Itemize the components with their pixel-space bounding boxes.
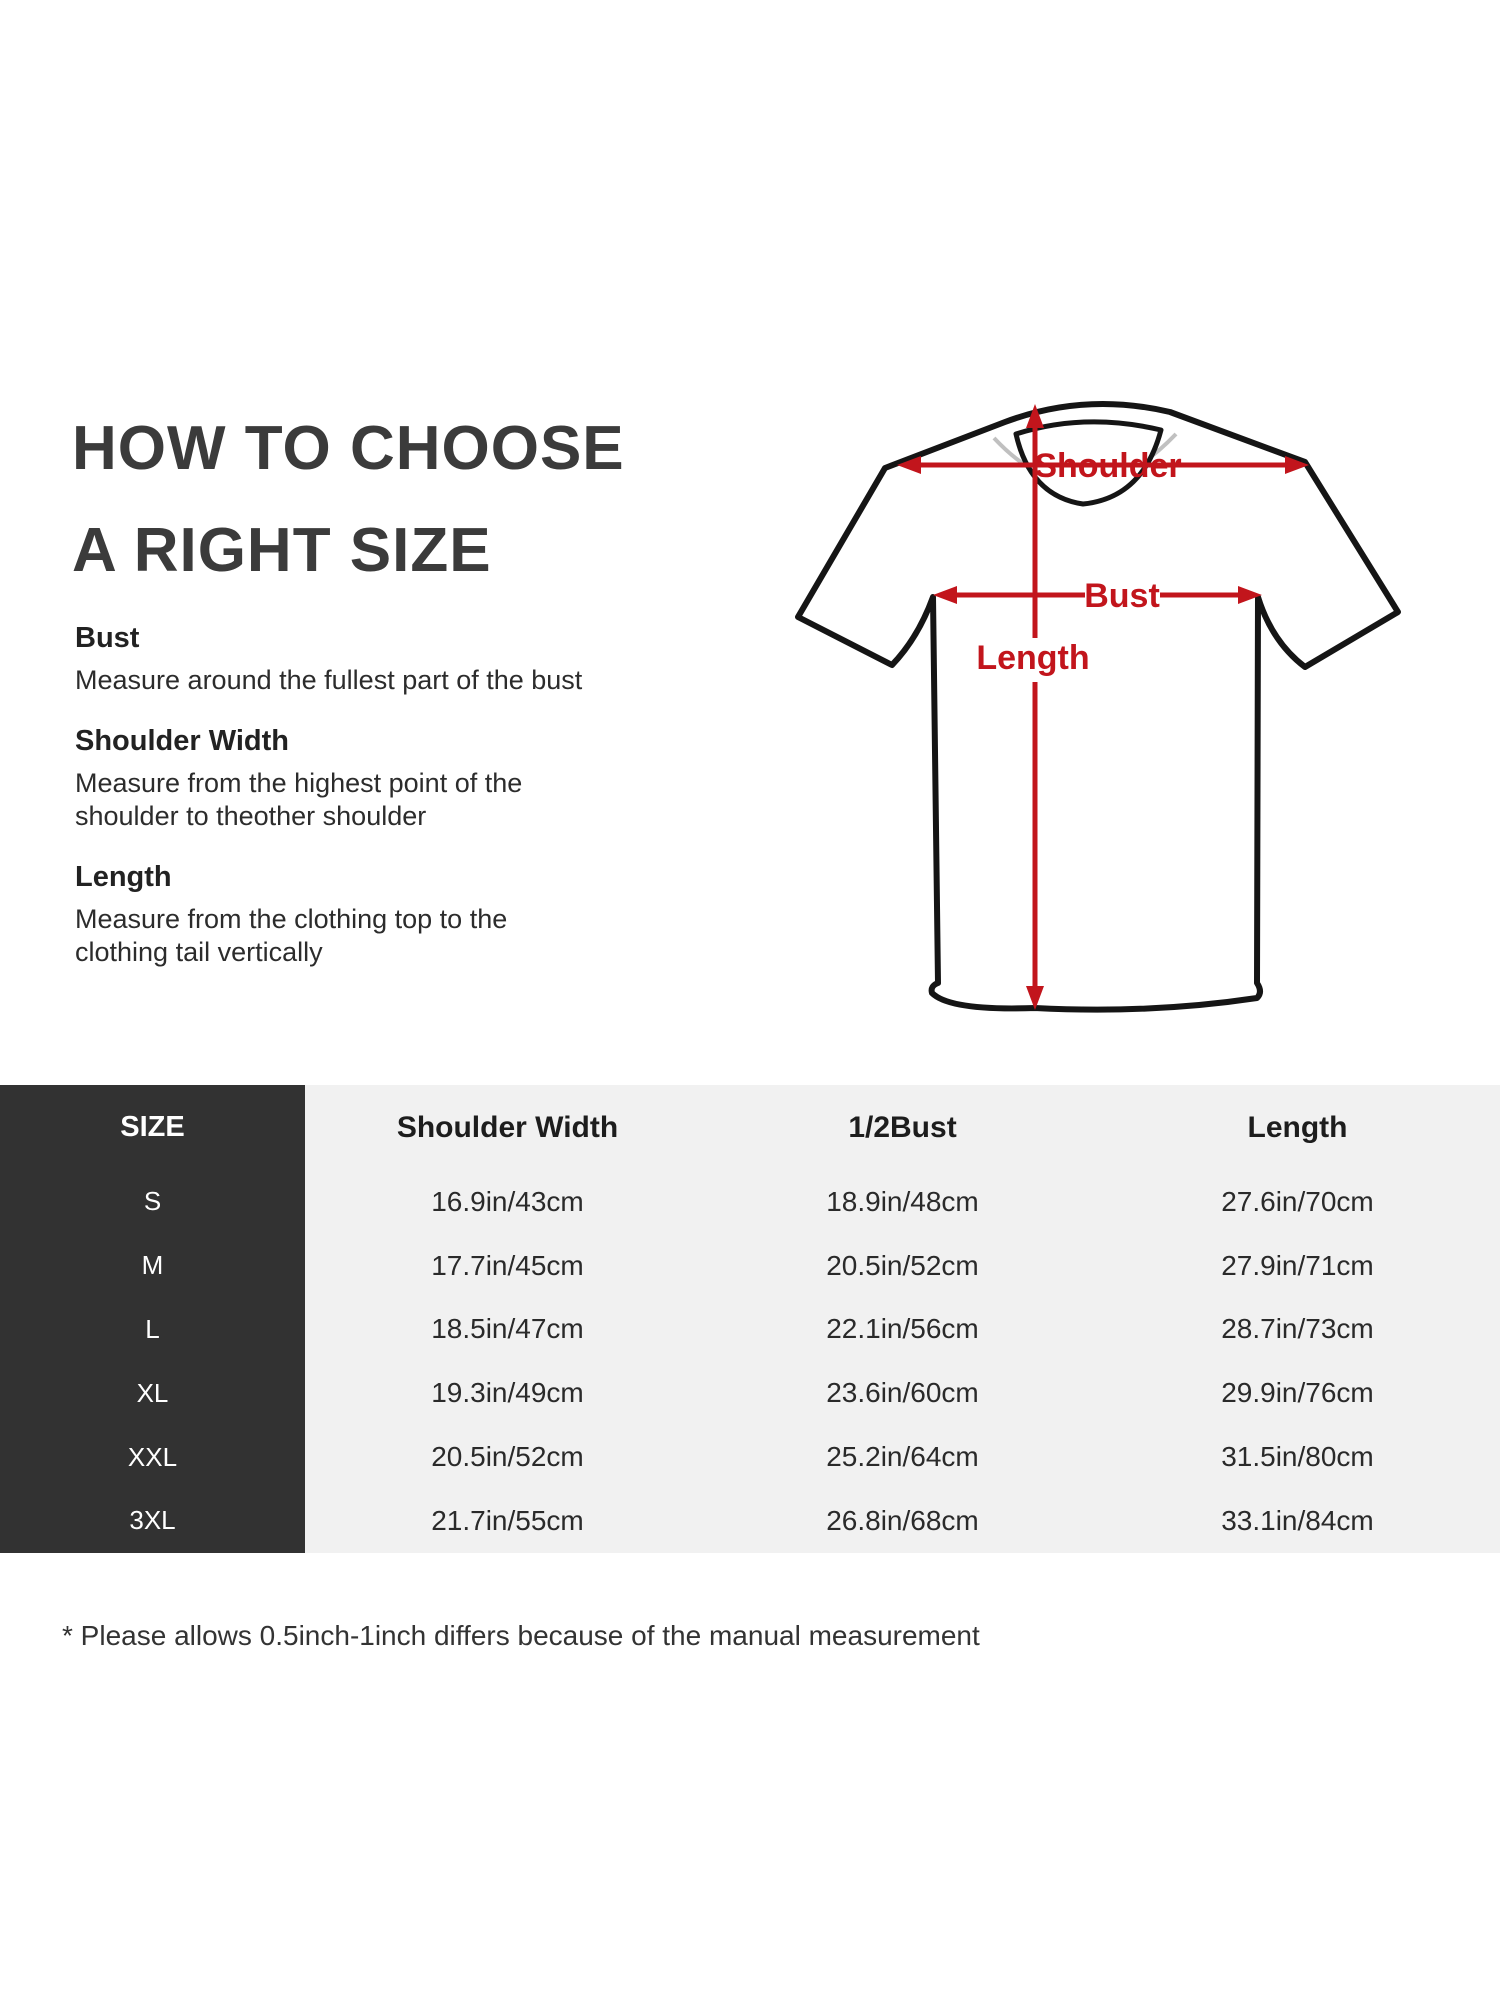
size-cell: 3XL bbox=[0, 1489, 305, 1553]
table-header-size: SIZE bbox=[0, 1085, 305, 1170]
guide-desc-line: Measure from the highest point of the bbox=[75, 768, 523, 798]
half-bust-cell: 26.8in/68cm bbox=[710, 1489, 1095, 1553]
table-header-length: Length bbox=[1095, 1085, 1500, 1170]
length-cell: 29.9in/76cm bbox=[1095, 1361, 1500, 1425]
guide-desc-line: shoulder to theother shoulder bbox=[75, 801, 427, 831]
size-cell: S bbox=[0, 1170, 305, 1234]
table-header-shoulder: Shoulder Width bbox=[305, 1085, 710, 1170]
guide-term: Shoulder Width bbox=[75, 725, 289, 757]
length-cell: 27.6in/70cm bbox=[1095, 1170, 1500, 1234]
length-cell: 33.1in/84cm bbox=[1095, 1489, 1500, 1553]
guide-item-shoulder-width bbox=[75, 725, 675, 833]
guide-item-length bbox=[75, 861, 675, 969]
shoulder-width-cell: 21.7in/55cm bbox=[305, 1489, 710, 1553]
guide-term: Bust bbox=[75, 622, 140, 654]
guide-desc-line: Measure around the fullest part of the bust bbox=[75, 665, 583, 695]
size-cell: XXL bbox=[0, 1425, 305, 1489]
length-cell: 31.5in/80cm bbox=[1095, 1425, 1500, 1489]
half-bust-cell: 23.6in/60cm bbox=[710, 1361, 1095, 1425]
half-bust-cell: 18.9in/48cm bbox=[710, 1170, 1095, 1234]
shoulder-label: Shoulder bbox=[1034, 447, 1182, 485]
size-cell: L bbox=[0, 1298, 305, 1362]
shoulder-width-cell: 19.3in/49cm bbox=[305, 1361, 710, 1425]
length-label: Length bbox=[976, 639, 1090, 677]
shoulder-width-cell: 18.5in/47cm bbox=[305, 1298, 710, 1362]
measure-guide bbox=[75, 622, 675, 969]
bust-label: Bust bbox=[1084, 577, 1160, 615]
page-title-line2: A RIGHT SIZE bbox=[72, 516, 492, 585]
size-table bbox=[0, 1085, 1500, 1553]
length-cell: 28.7in/73cm bbox=[1095, 1298, 1500, 1362]
half-bust-cell: 20.5in/52cm bbox=[710, 1234, 1095, 1298]
guide-term: Length bbox=[75, 861, 172, 893]
shoulder-width-cell: 16.9in/43cm bbox=[305, 1170, 710, 1234]
guide-desc-line: Measure from the clothing top to the bbox=[75, 904, 508, 934]
guide-item-bust bbox=[75, 622, 675, 697]
page-title-line1: HOW TO CHOOSE bbox=[72, 414, 625, 483]
guide-desc-line: clothing tail vertically bbox=[75, 937, 323, 967]
half-bust-cell: 22.1in/56cm bbox=[710, 1298, 1095, 1362]
table-header-bust: 1/2Bust bbox=[710, 1085, 1095, 1170]
shoulder-width-cell: 17.7in/45cm bbox=[305, 1234, 710, 1298]
shoulder-width-cell: 20.5in/52cm bbox=[305, 1425, 710, 1489]
page-title bbox=[72, 398, 625, 602]
measurement-footnote: * Please allows 0.5inch-1inch differs because of the manual measurement bbox=[62, 1620, 980, 1651]
size-cell: XL bbox=[0, 1361, 305, 1425]
half-bust-cell: 25.2in/64cm bbox=[710, 1425, 1095, 1489]
tshirt-diagram bbox=[620, 380, 1440, 1040]
length-cell: 27.9in/71cm bbox=[1095, 1234, 1500, 1298]
size-cell: M bbox=[0, 1234, 305, 1298]
